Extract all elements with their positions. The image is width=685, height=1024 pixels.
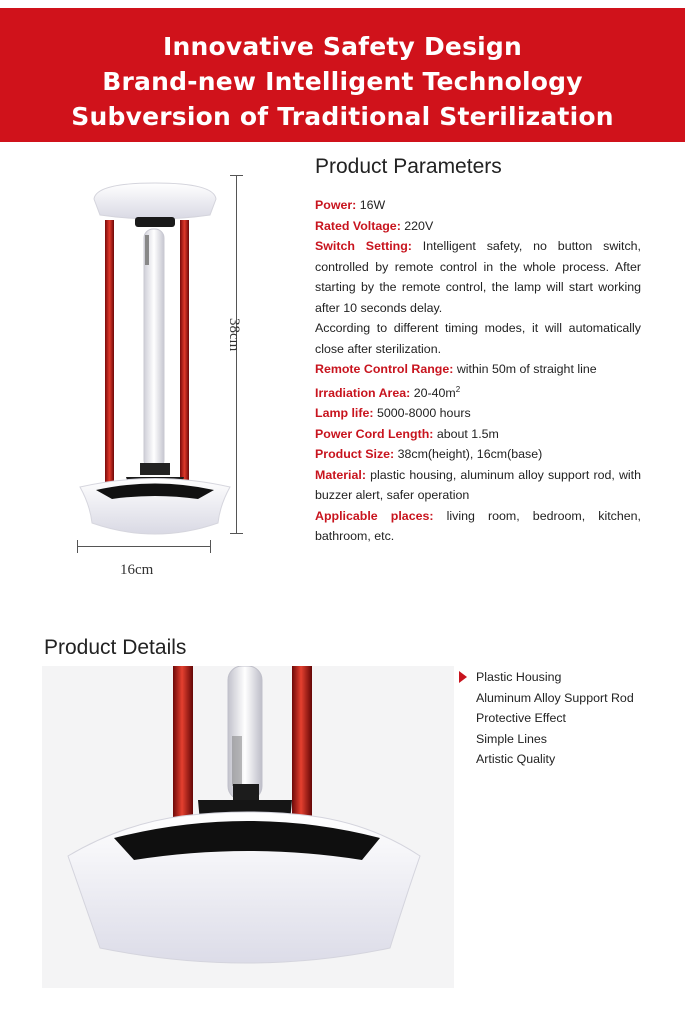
param-value: 38cm(height), 16cm(base) <box>394 447 543 462</box>
param-places <box>315 506 641 547</box>
feature-label: Plastic Housing <box>476 670 562 684</box>
feature-list <box>458 667 658 770</box>
height-dimension-line <box>236 175 237 533</box>
param-value: plastic housing, aluminum alloy support rod, with buzzer alert, safer operation <box>315 467 641 503</box>
param-key: Switch Setting: <box>315 239 412 253</box>
param-superscript: 2 <box>455 384 461 394</box>
param-value: within 50m of straight line <box>453 362 597 376</box>
feature-item <box>458 749 658 770</box>
header-banner <box>0 8 685 142</box>
uv-lamp-illustration <box>60 165 250 585</box>
param-key: Remote Control Range: <box>315 362 454 376</box>
param-voltage <box>315 216 641 237</box>
param-value: 16W <box>356 198 386 212</box>
param-key: Irradiation Area: <box>315 385 411 400</box>
banner-line-2: Brand-new Intelligent Technology <box>102 67 583 96</box>
param-key: Power: <box>315 198 357 212</box>
param-key: Lamp life: <box>315 406 374 421</box>
width-dimension-cap-left <box>77 540 78 553</box>
height-dimension-cap-bottom <box>230 533 243 534</box>
param-value: 20-40m <box>410 385 456 400</box>
height-dimension-cap-top <box>230 175 243 176</box>
param-key: Power Cord Length: <box>315 426 434 441</box>
param-timing: According to different timing modes, it will automatically close after sterilization. <box>315 321 641 356</box>
param-switch <box>315 236 641 318</box>
param-material <box>315 465 641 506</box>
height-label: 38cm <box>226 318 242 352</box>
param-power <box>315 195 641 216</box>
param-value: Intelligent safety, no button switch, controlled by remote control in the whole process. After starting by the remote control, the lamp will start working after 10 seconds delay. <box>315 239 641 315</box>
param-value: about 1.5m <box>433 426 499 441</box>
width-dimension-line <box>77 546 210 547</box>
param-key: Material: <box>315 467 366 482</box>
lamp-product-figure <box>60 165 250 585</box>
banner-line-3: Subversion of Traditional Sterilization <box>71 102 614 131</box>
param-value: living room, bedroom, kitchen, bathroom, etc. <box>315 508 641 544</box>
param-key: Rated Voltage: <box>315 218 401 233</box>
lamp-base-closeup-illustration <box>42 666 454 988</box>
banner-line-1: Innovative Safety Design <box>162 32 523 61</box>
feature-label: Simple Lines <box>476 731 547 746</box>
param-size <box>315 444 641 465</box>
parameters-title: Product Parameters <box>315 155 502 178</box>
param-remote <box>315 359 641 380</box>
param-key: Product Size: <box>315 447 395 462</box>
width-label: 16cm <box>120 562 154 578</box>
param-value: 220V <box>400 218 434 233</box>
feature-item <box>458 688 658 709</box>
feature-label: Artistic Quality <box>476 752 556 766</box>
feature-label: Aluminum Alloy Support Rod <box>476 690 634 705</box>
feature-item <box>458 667 658 688</box>
param-key: Applicable places: <box>315 508 434 523</box>
param-cord <box>315 424 641 445</box>
details-title: Product Details <box>44 636 187 659</box>
feature-item <box>458 708 658 729</box>
product-detail-photo <box>42 666 454 988</box>
width-dimension-cap-right <box>210 540 211 553</box>
feature-label: Protective Effect <box>476 711 566 725</box>
red-triangle-bullet-icon <box>459 671 467 683</box>
param-value: 5000-8000 hours <box>373 406 471 421</box>
param-life <box>315 403 641 424</box>
param-irradiation <box>315 380 641 404</box>
feature-item <box>458 729 658 750</box>
product-parameters <box>315 155 641 547</box>
